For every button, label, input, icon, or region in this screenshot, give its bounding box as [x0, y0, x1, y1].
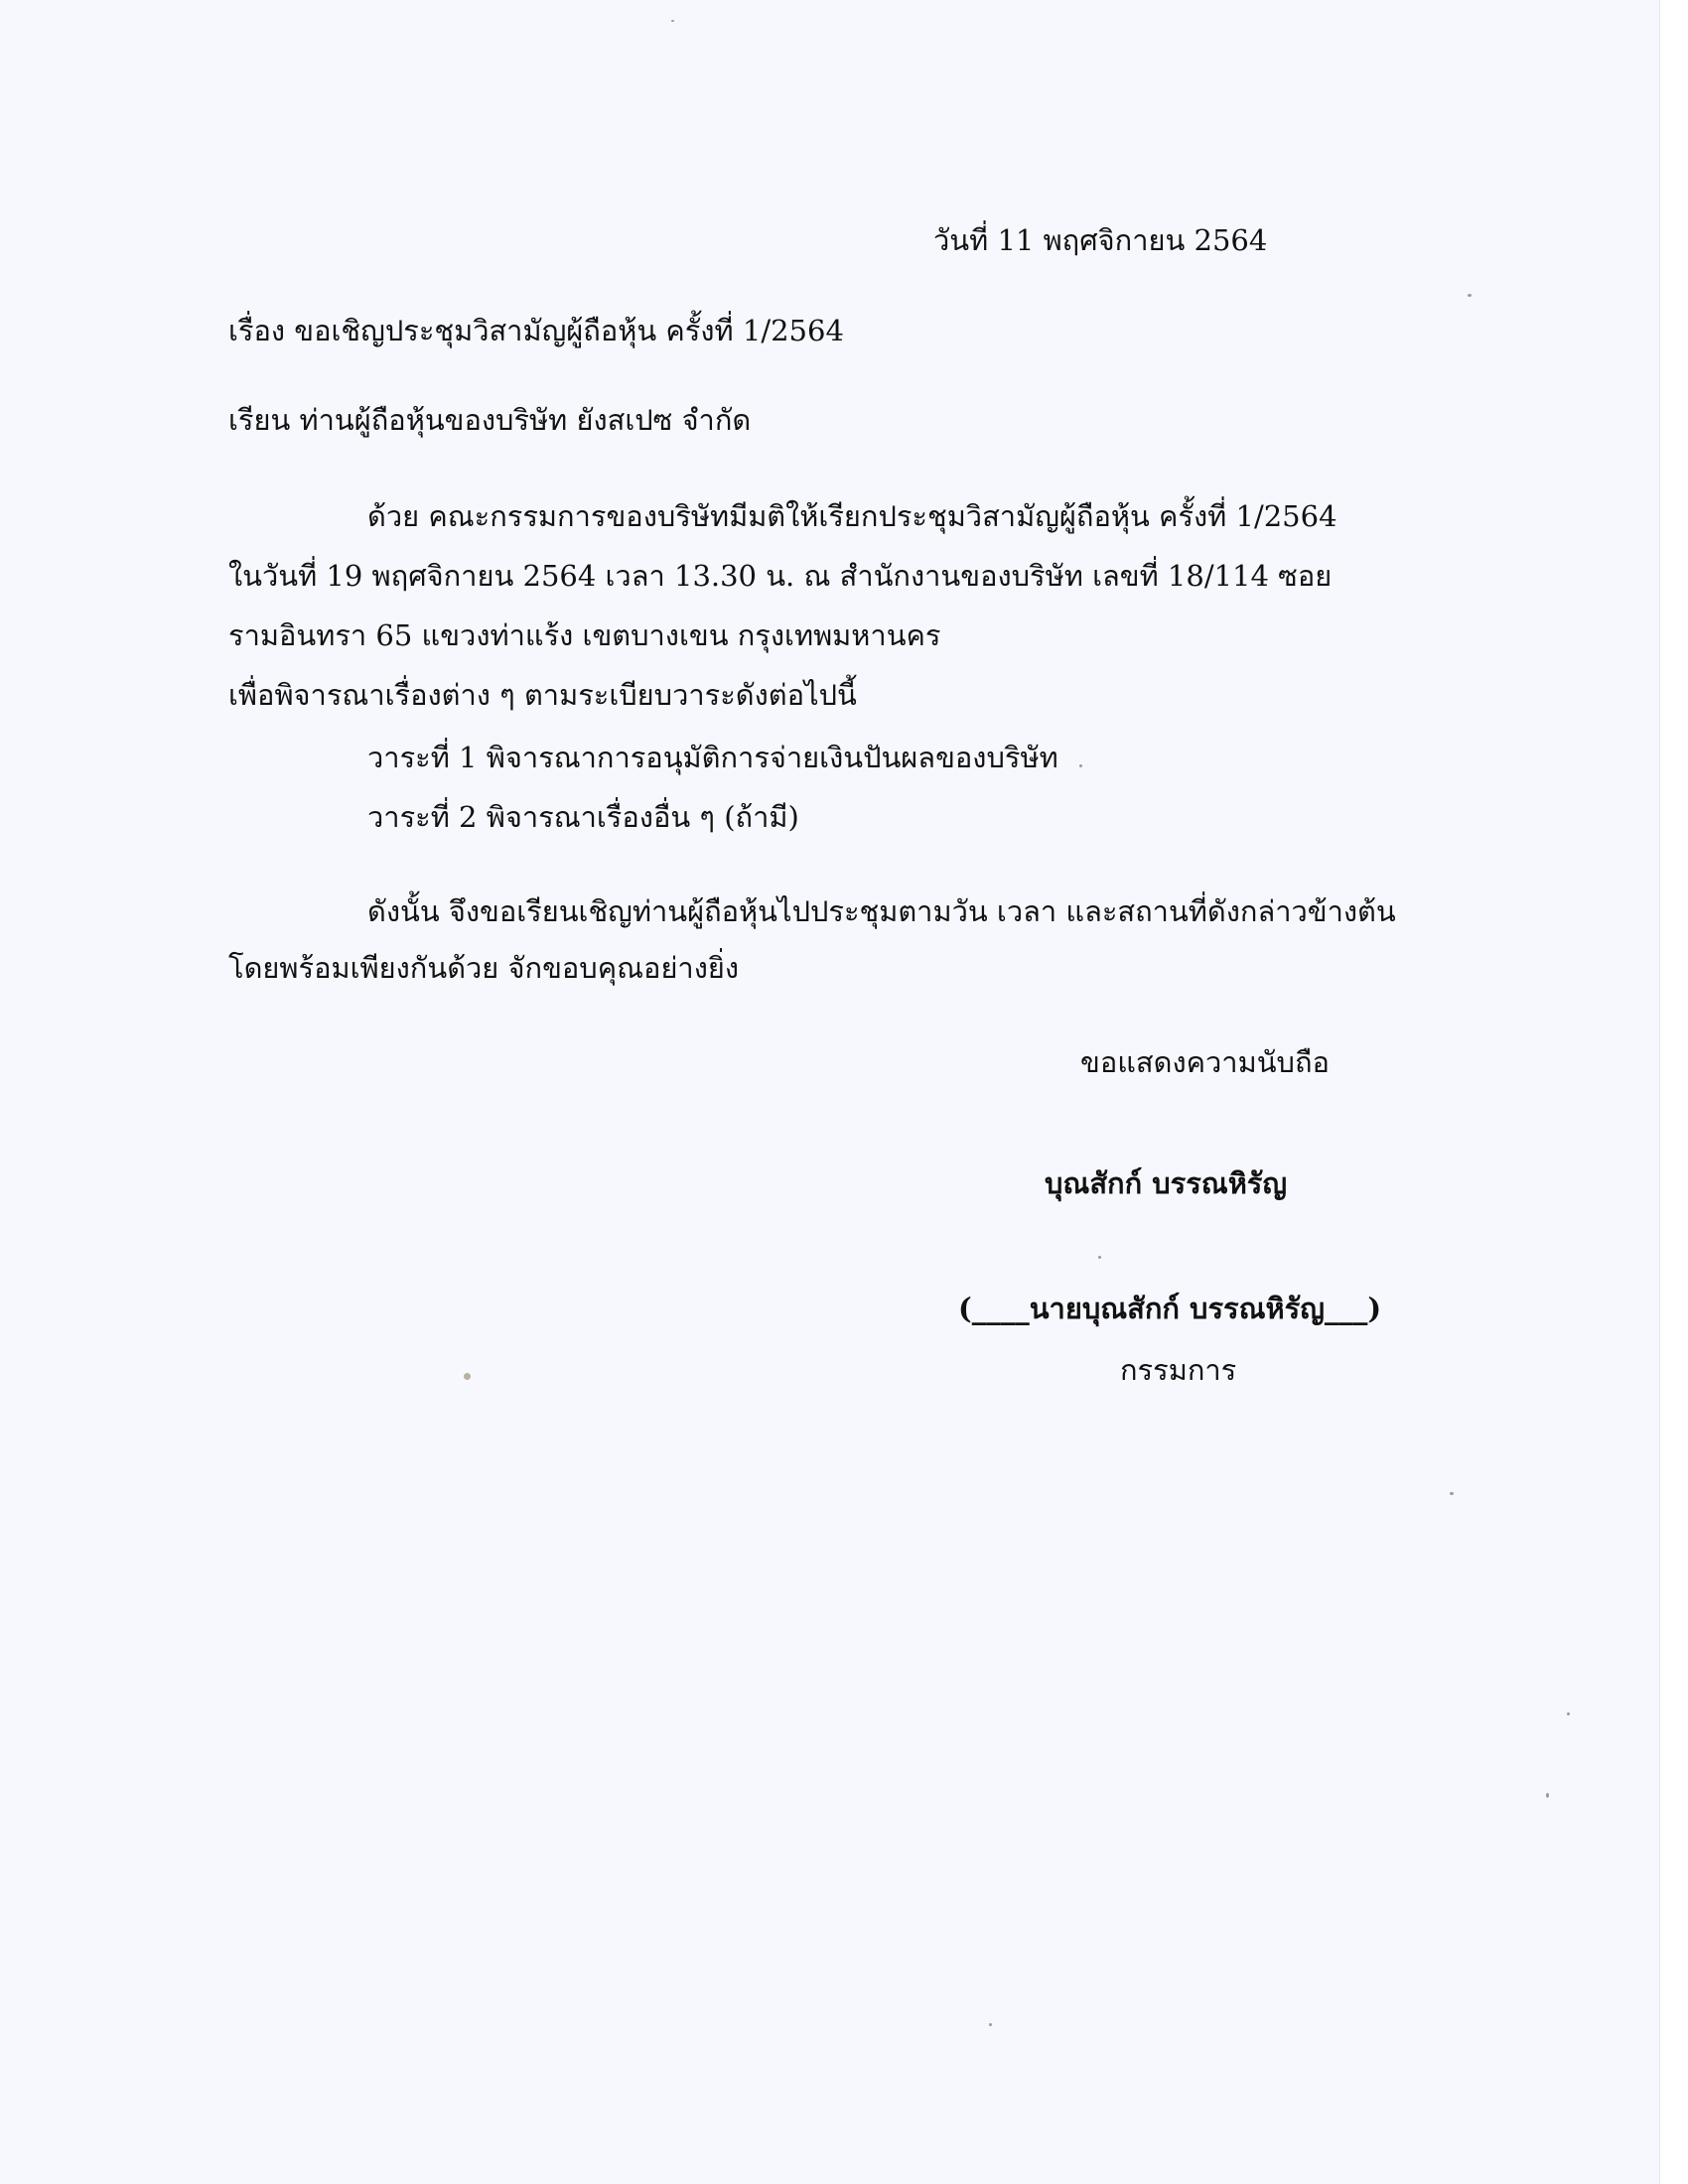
scan-speck: [1546, 1793, 1549, 1798]
sign-off: ขอแสดงความนับถือ: [1080, 1045, 1330, 1079]
scan-speck: [1079, 764, 1082, 767]
signature-name: บุณสักก์ บรรณหิรัญ: [1045, 1166, 1288, 1200]
scan-speck: [1098, 1256, 1101, 1259]
scan-speck: [989, 2023, 992, 2026]
body-line-4: เพื่อพิจารณาเรื่องต่าง ๆ ตามระเบียบวาระดังต่อไปนี้: [228, 678, 857, 712]
scan-speck: [671, 20, 674, 22]
position-title: กรรมการ: [1120, 1353, 1237, 1387]
body-line-3: รามอินทรา 65 แขวงท่าแร้ง เขตบางเขน กรุงเทพมหานคร: [228, 618, 941, 652]
agenda-item-1: วาระที่ 1 พิจารณาการอนุมัติการจ่ายเงินปันผลของบริษัท: [367, 741, 1058, 774]
closing-line-1: ดังนั้น จึงขอเรียนเชิญท่านผู้ถือหุ้นไปประชุมตามวัน เวลา และสถานที่ดังกล่าวข้างต้น: [367, 894, 1396, 928]
scan-speck: [464, 1373, 471, 1380]
body-line-2: ในวันที่ 19 พฤศจิกายน 2564 เวลา 13.30 น. ณ สำนักงานของบริษัท เลขที่ 18/114 ซอย: [228, 559, 1333, 593]
subject-line: เรื่อง ขอเชิญประชุมวิสามัญผู้ถือหุ้น ครั้งที่ 1/2564: [228, 314, 844, 347]
date-line: วันที่ 11 พฤศจิกายน 2564: [933, 223, 1268, 257]
page-edge: [1659, 0, 1688, 2184]
body-line-1: ด้วย คณะกรรมการของบริษัทมีมติให้เรียกประชุมวิสามัญผู้ถือหุ้น ครั้งที่ 1/2564: [367, 499, 1337, 533]
recipient-line: เรียน ท่านผู้ถือหุ้นของบริษัท ยังสเปซ จำกัด: [228, 403, 752, 437]
agenda-item-2: วาระที่ 2 พิจารณาเรื่องอื่น ๆ (ถ้ามี): [367, 800, 799, 834]
closing-line-2: โดยพร้อมเพียงกันด้วย จักขอบคุณอย่างยิ่ง: [228, 951, 740, 985]
printed-name: (____นายบุณสักก์ บรรณหิรัญ___): [958, 1292, 1382, 1325]
scan-speck: [1450, 1492, 1454, 1495]
scan-speck: [1468, 294, 1472, 297]
scan-speck: [1567, 1712, 1570, 1715]
